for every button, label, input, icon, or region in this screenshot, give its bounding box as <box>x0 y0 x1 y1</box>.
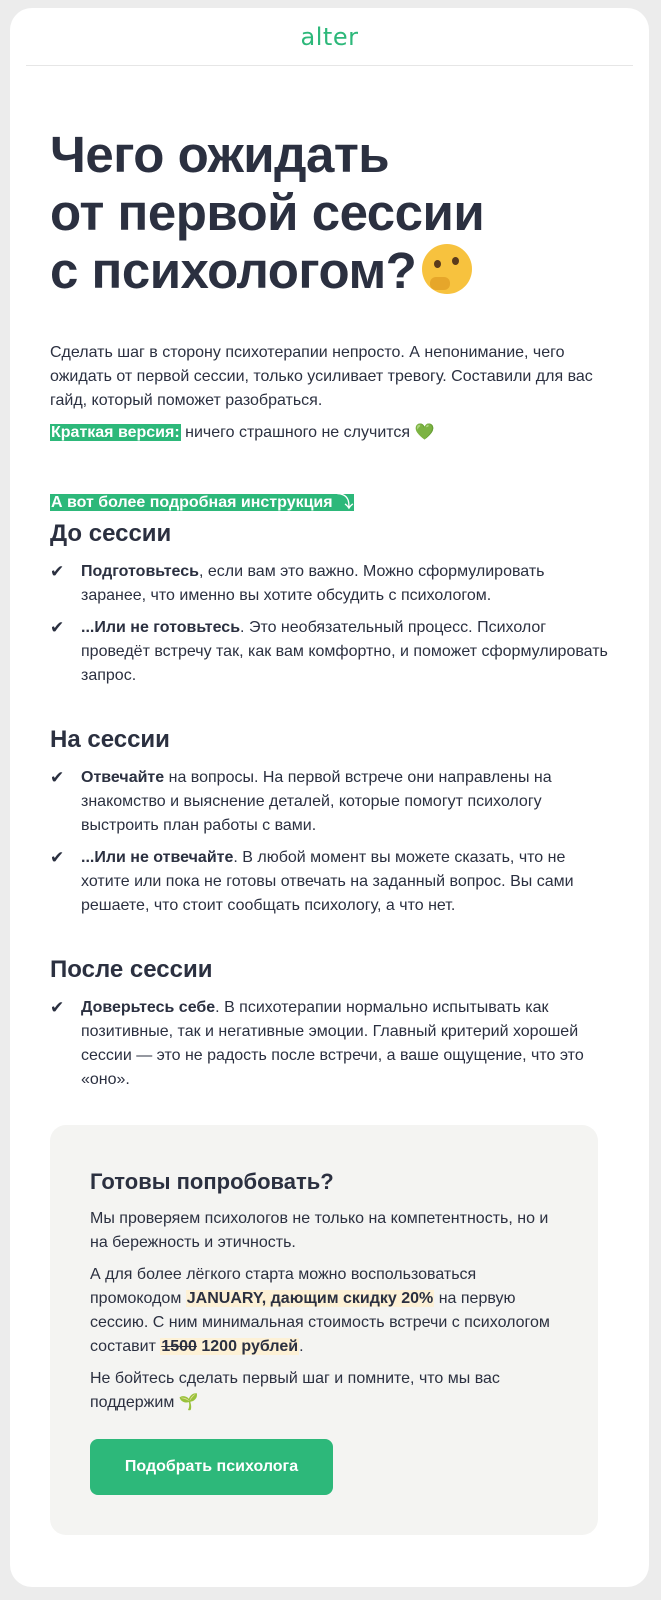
section-title-after: После сессии <box>50 956 213 983</box>
item-text: . В любой момент вы можете сказать, что не хотите или пока не готовы отвечать на заданный вопрос. Вы сами решаете, что стоит сообщать психологу, а что нет. <box>81 849 574 914</box>
before-list <box>50 560 609 688</box>
list-item <box>50 996 609 1092</box>
section-title-during: На сессии <box>50 726 170 753</box>
cta-paragraph-2 <box>90 1263 558 1359</box>
after-list <box>50 996 609 1092</box>
item-text: . В психотерапии нормально испытывать как позитивные, так и негативные эмоции. Главный критерий хорошей сессии — это не радость после встречи, а ваше ощущение, что это «оно». <box>81 999 584 1088</box>
item-text: . Это необязательный процесс. Психолог проведёт встречу так, как вам комфортно, и поможет сформулировать запрос. <box>81 619 608 684</box>
item-bold: Доверьтесь себе <box>81 999 216 1016</box>
item-text: , если вам это важно. Можно сформулировать заранее, что именно вы хотите обсудить с психологом. <box>81 563 545 604</box>
cta-paragraph-1: Мы проверяем психологов не только на компетентность, но и на бережность и этичность. <box>90 1210 549 1251</box>
header <box>26 8 633 66</box>
check-icon: ✔ <box>50 562 65 581</box>
item-bold: Отвечайте <box>81 769 165 786</box>
cta-title: Готовы попробовать? <box>90 1169 334 1194</box>
short-version-text: ничего страшного не случится <box>180 424 411 441</box>
cta-paragraph-3 <box>90 1367 558 1415</box>
seedling-icon: 🌱 <box>178 1394 199 1411</box>
support-text: Не бойтесь сделать первый шаг и помните, что мы вас поддержим <box>90 1370 500 1411</box>
promo-text-start: А для более лёгкого старта можно воспользоваться промокодом <box>90 1266 477 1307</box>
short-version-label: Краткая версия: <box>51 424 180 441</box>
page-title <box>50 66 609 300</box>
check-icon: ✔ <box>50 998 65 1017</box>
short-version <box>50 421 609 445</box>
instruction-label-row <box>50 489 609 512</box>
during-list <box>50 766 609 918</box>
thinking-face-icon <box>422 244 472 294</box>
title-line-1: Чего ожидать <box>50 126 390 183</box>
alter-logo[interactable]: alter <box>300 23 359 51</box>
title-line-2: от первой сессии <box>50 184 485 241</box>
item-bold: ...Или не отвечайте <box>81 849 234 866</box>
item-bold: Подготовьтесь <box>81 563 199 580</box>
section-title-before: До сессии <box>50 520 172 547</box>
promo-text-end: . <box>299 1338 304 1355</box>
email-card <box>10 8 649 1587</box>
list-item <box>50 766 609 838</box>
item-text: на вопросы. На первой встрече они направлены на знакомство и выяснение деталей, которые помогут психологу выстроить план работы с вами. <box>81 769 552 834</box>
price-highlight <box>160 1338 299 1355</box>
old-price: 1500 <box>161 1338 197 1355</box>
email-content <box>10 66 649 1535</box>
green-heart-icon: 💚 <box>414 424 435 441</box>
promo-text-mid: на первую сессию. С ним минимальная стоимость встречи с психологом составит <box>90 1290 550 1355</box>
check-icon: ✔ <box>50 768 65 787</box>
list-item <box>50 846 609 918</box>
item-bold: ...Или не готовьтесь <box>81 619 241 636</box>
list-item <box>50 616 609 688</box>
list-item <box>50 560 609 608</box>
find-psychologist-button[interactable]: Подобрать психолога <box>90 1439 333 1495</box>
instruction-label: А вот более подробная инструкция ⤵ <box>51 494 354 511</box>
cta-box <box>50 1125 598 1535</box>
title-line-3: с психологом? <box>50 242 417 299</box>
check-icon: ✔ <box>50 618 65 637</box>
intro-text: Сделать шаг в сторону психотерапии непросто. А непонимание, чего ожидать от первой сессии, только усиливает тревогу. Составили для вас гайд, который поможет разобраться. <box>50 344 593 409</box>
promo-code: JANUARY, дающим скидку 20% <box>186 1290 434 1307</box>
new-price: 1200 рублей <box>196 1338 299 1355</box>
check-icon: ✔ <box>50 848 65 867</box>
